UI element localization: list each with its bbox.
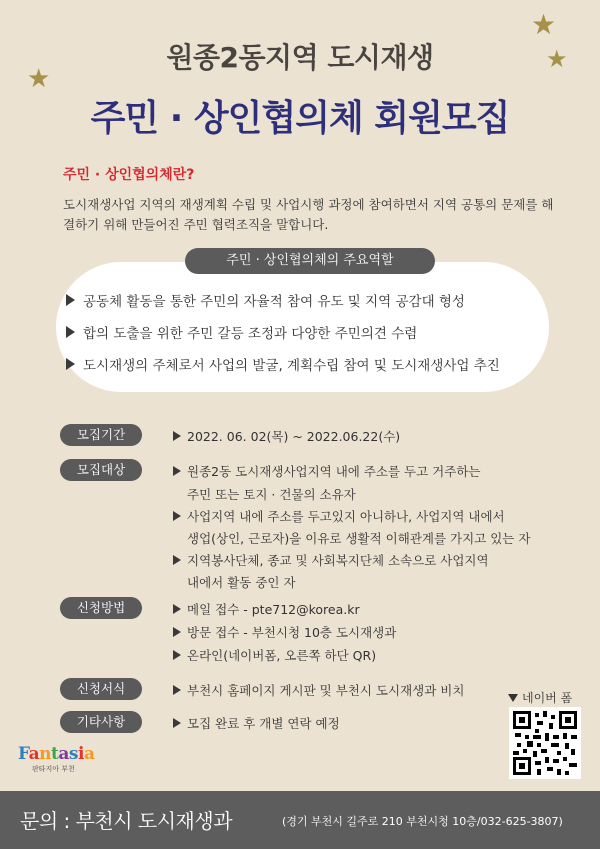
arrow-right-icon [173,466,181,476]
forms-label: 신청서식 [60,678,142,700]
arrow-down-icon [508,694,518,702]
fantasia-logo [18,744,95,780]
star-decoration-icon: ★ [531,8,557,41]
method-item-text: 온라인(네이버폼, 오른쪽 하단 QR) [187,648,377,663]
arrow-right-icon [173,685,181,695]
method-item [173,600,360,618]
target-item-line1: 사업지역 내에 주소를 두고있지 아니하나, 사업지역 내에서 [187,509,505,524]
target-item [173,551,489,569]
qr-label-text: 네이버 폼 [522,691,573,705]
role-item-text: 도시재생의 주체로서 사업의 발굴, 계획수립 참여 및 도시재생사업 추진 [83,358,500,374]
target-item-line2: 생업(상인, 근로자)을 이유로 생활적 이해관계를 가지고 있는 자 [187,531,531,546]
qr-code-icon [513,711,577,775]
footer-contact: 문의 : 부천시 도시재생과 [20,809,233,833]
qr-label [508,689,572,706]
role-item [66,354,500,374]
forms-value [173,681,464,699]
method-item-text: 방문 접수 - 부천시청 10층 도시재생과 [187,625,397,640]
intro-heading: 주민 · 상인협의체란? [63,167,195,183]
role-item [66,290,465,310]
period-value [173,427,400,445]
arrow-right-icon [173,627,181,637]
method-item-text: 메일 접수 - pte712@korea.kr [187,602,360,617]
period-label: 모집기간 [60,424,142,446]
target-item-line2: 주민 또는 토지 · 건물의 소유자 [187,487,356,502]
star-decoration-icon: ★ [27,64,51,94]
arrow-right-icon [173,718,181,728]
role-item-text: 공동체 활동을 통한 주민의 자율적 참여 유도 및 지역 공감대 형성 [83,294,465,310]
arrow-right-icon [173,511,181,521]
arrow-right-icon [173,555,181,565]
period-text: 2022. 06. 02(목) ~ 2022.06.22(수) [187,429,401,444]
intro-body: 도시재생사업 지역의 재생계획 수립 및 사업시행 과정에 참여하면서 지역 공통의 문제를 해결하기 위해 만들어진 주민 협력조직을 말합니다. [63,197,554,232]
qr-code[interactable] [509,707,581,779]
target-item [173,462,480,480]
arrow-right-icon [173,431,181,441]
target-item-line1: 원종2동 도시재생사업지역 내에 주소를 두고 거주하는 [187,464,481,479]
target-label: 모집대상 [60,459,142,481]
arrow-right-icon [66,294,75,306]
other-text: 모집 완료 후 개별 연락 예정 [187,716,340,731]
target-item-line2: 내에서 활동 중인 자 [187,575,296,590]
other-value [173,714,340,732]
footer-address: (경기 부천시 길주로 210 부천시청 10층/032-625-3807) [282,815,563,828]
logo-sub: 판타지아 부천 [32,765,75,773]
role-item-text: 합의 도출을 위한 주민 갈등 조정과 다양한 주민의견 수렴 [83,326,418,342]
roles-title: 주민 · 상인협의체의 주요역할 [185,248,435,274]
arrow-right-icon [66,326,75,338]
method-item [173,623,396,641]
forms-text: 부천시 홈페이지 게시판 및 부천시 도시재생과 비치 [187,683,465,698]
arrow-right-icon [173,604,181,614]
method-item [173,646,376,664]
method-label: 신청방법 [60,597,142,619]
target-item [173,507,505,525]
title-line2: 주민 · 상인협의체 회원모집 [90,98,510,139]
arrow-right-icon [66,358,75,370]
target-item-line1: 지역봉사단체, 종교 및 사회복지단체 소속으로 사업지역 [187,553,489,568]
star-decoration-icon: ★ [546,45,568,73]
arrow-right-icon [173,650,181,660]
footer [0,791,600,849]
role-item [66,322,417,342]
logo-text: Fantasia [18,744,95,764]
other-label: 기타사항 [60,711,142,733]
title-line1: 원종2동지역 도시재생 [166,41,434,74]
